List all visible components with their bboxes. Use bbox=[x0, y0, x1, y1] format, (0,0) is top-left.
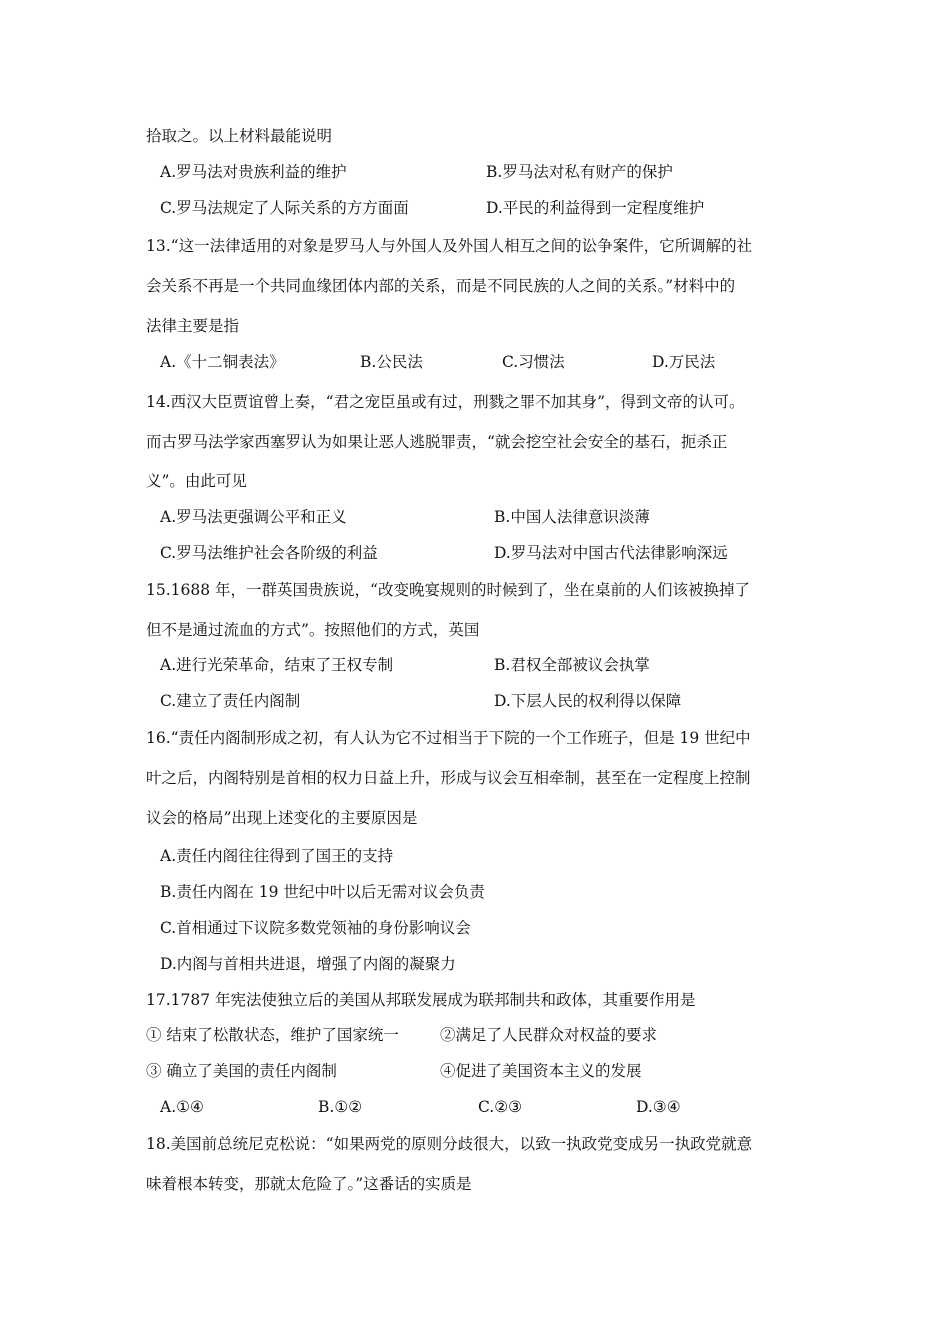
q14-stem-line3: 义”。由此可见 bbox=[146, 472, 247, 490]
q16-stem-line3: 议会的格局”出现上述变化的主要原因是 bbox=[146, 809, 418, 827]
q17-statement-2: ②满足了人民群众对权益的要求 bbox=[440, 1026, 658, 1044]
q13-stem-line1: 13.“这一法律适用的对象是罗马人与外国人及外国人相互之间的讼争案件，它所调解的社 bbox=[146, 237, 753, 255]
q14-option-c: C.罗马法维护社会各阶级的利益 bbox=[160, 544, 378, 562]
q14-option-a: A.罗马法更强调公平和正义 bbox=[160, 508, 347, 526]
q12-stem-tail: 拾取之。以上材料最能说明 bbox=[146, 127, 333, 145]
q16-option-a: A.责任内阁往往得到了国王的支持 bbox=[160, 847, 394, 865]
q17-stem: 17.1787 年宪法使独立后的美国从邦联发展成为联邦制共和政体，其重要作用是 bbox=[146, 991, 696, 1009]
q17-statement-4: ④促进了美国资本主义的发展 bbox=[440, 1062, 642, 1080]
q12-option-a: A.罗马法对贵族利益的维护 bbox=[160, 163, 347, 181]
q17-option-d: D.③④ bbox=[636, 1098, 681, 1116]
q12-option-c: C.罗马法规定了人际关系的方方面面 bbox=[160, 199, 409, 217]
q15-option-a: A.进行光荣革命，结束了王权专制 bbox=[160, 656, 394, 674]
q13-option-c: C.习惯法 bbox=[502, 353, 565, 371]
q15-stem-line1: 15.1688 年，一群英国贵族说，“改变晚宴规则的时候到了，坐在桌前的人们该被换掉了 bbox=[146, 581, 750, 599]
q14-stem-line1: 14.西汉大臣贾谊曾上奏，“君之宠臣虽或有过，刑戮之罪不加其身”，得到文帝的认可。 bbox=[146, 393, 745, 411]
q15-option-b: B.君权全部被议会执掌 bbox=[494, 656, 650, 674]
q13-option-a: A.《十二铜表法》 bbox=[160, 353, 285, 371]
q17-statement-1: ① 结束了松散状态，维护了国家统一 bbox=[146, 1026, 399, 1044]
q16-option-d: D.内阁与首相共进退，增强了内阁的凝聚力 bbox=[160, 955, 456, 973]
q18-stem-line1: 18.美国前总统尼克松说：“如果两党的原则分歧很大，以致一执政党变成另一执政党就意 bbox=[146, 1135, 753, 1153]
q16-stem-line1: 16.“责任内阁制形成之初，有人认为它不过相当于下院的一个工作班子，但是 19 世纪中 bbox=[146, 729, 751, 747]
q15-option-c: C.建立了责任内阁制 bbox=[160, 692, 301, 710]
q13-stem-line2: 会关系不再是一个共同血缘团体内部的关系，而是不同民族的人之间的关系。”材料中的 bbox=[146, 277, 736, 295]
q16-option-b: B.责任内阁在 19 世纪中叶以后无需对议会负责 bbox=[160, 883, 485, 901]
q13-stem-line3: 法律主要是指 bbox=[146, 317, 240, 335]
q14-option-d: D.罗马法对中国古代法律影响深远 bbox=[494, 544, 728, 562]
q16-option-c: C.首相通过下议院多数党领袖的身份影响议会 bbox=[160, 919, 471, 937]
q18-stem-line2: 味着根本转变，那就太危险了。”这番话的实质是 bbox=[146, 1175, 472, 1193]
q15-option-d: D.下层人民的权利得以保障 bbox=[494, 692, 682, 710]
q17-option-a: A.①④ bbox=[160, 1098, 204, 1116]
q12-option-d: D.平民的利益得到一定程度维护 bbox=[486, 199, 705, 217]
q17-statement-3: ③ 确立了美国的责任内阁制 bbox=[146, 1062, 337, 1080]
q17-option-c: C.②③ bbox=[478, 1098, 523, 1116]
q16-stem-line2: 叶之后，内阁特别是首相的权力日益上升，形成与议会互相牵制，甚至在一定程度上控制 bbox=[146, 769, 751, 787]
q12-option-b: B.罗马法对私有财产的保护 bbox=[486, 163, 673, 181]
q15-stem-line2: 但不是通过流血的方式”。按照他们的方式，英国 bbox=[146, 621, 480, 639]
q14-option-b: B.中国人法律意识淡薄 bbox=[494, 508, 650, 526]
q13-option-b: B.公民法 bbox=[360, 353, 423, 371]
q14-stem-line2: 而古罗马法学家西塞罗认为如果让恶人逃脱罪责，“就会挖空社会安全的基石，扼杀正 bbox=[146, 433, 728, 451]
q13-option-d: D.万民法 bbox=[652, 353, 716, 371]
q17-option-b: B.①② bbox=[318, 1098, 363, 1116]
